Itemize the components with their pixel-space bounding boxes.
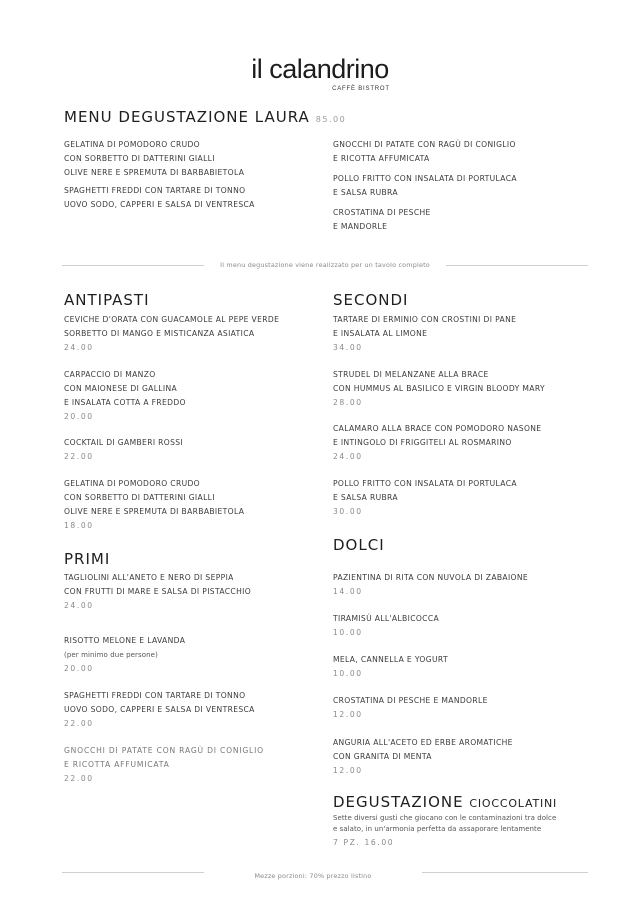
dish-line: CON HUMMUS AL BASILICO E VIRGIN BLOODY MARY [333, 384, 545, 393]
dish-line: OLIVE NERE E SPREMUTA DI BARBABIETOLA [64, 507, 245, 516]
dish-note: (per minimo due persone) [64, 651, 158, 659]
tasting-price: 85.00 [315, 115, 347, 124]
tasting-dish [64, 184, 255, 212]
menu-item [64, 744, 264, 786]
menu-item [333, 612, 439, 640]
menu-item [333, 422, 541, 464]
dish-line: POLLO FRITTO CON INSALATA DI PORTULACA [333, 174, 517, 183]
dish-price: 30.00 [333, 507, 363, 516]
tasting-dish [333, 138, 516, 166]
dish-price: 28.00 [333, 398, 363, 407]
dish-line: POLLO FRITTO CON INSALATA DI PORTULACA [333, 479, 517, 488]
logo [0, 56, 640, 92]
dish-line: E RICOTTA AFFUMICATA [64, 760, 170, 769]
dish-line: STRUDEL DI MELANZANE ALLA BRACE [333, 370, 489, 379]
dish-price: 24.00 [64, 343, 94, 352]
dish-line: CON FRUTTI DI MARE E SALSA DI PISTACCHIO [64, 587, 252, 596]
tasting-note: Il menu degustazione viene realizzato per un tavolo completo [220, 261, 430, 269]
dish-line: E INSALATA COTTA A FREDDO [64, 398, 186, 407]
dish-price: 12.00 [333, 710, 363, 719]
cioccolatini-title-small: CIOCCOLATINI [469, 797, 558, 810]
menu-item [64, 477, 244, 533]
dish-line: CEVICHE D'ORATA CON GUACAMOLE AL PEPE VERDE [64, 315, 280, 324]
dish-line: E INSALATA AL LIMONE [333, 329, 428, 338]
footer-note: Mezze porzioni: 70% prezzo listino [254, 872, 372, 880]
dish-line: GNOCCHI DI PATATE CON RAGÙ DI CONIGLIO [333, 140, 516, 149]
tasting-dish [333, 206, 431, 234]
dish-line: TAGLIOLINI ALL'ANETO E NERO DI SEPPIA [64, 573, 234, 582]
tasting-dish [64, 138, 244, 180]
tasting-title-text: MENU DEGUSTAZIONE LAURA [64, 108, 310, 126]
dish-line: E MANDORLE [333, 222, 388, 231]
dish-line: CON SORBETTO DI DATTERINI GIALLI [64, 154, 215, 163]
secondi-heading: SECONDI [333, 291, 409, 309]
dish-line: OLIVE NERE E SPREMUTA DI BARBABIETOLA [64, 168, 245, 177]
dish-line: UOVO SODO, CAPPERI E SALSA DI VENTRESCA [64, 705, 255, 714]
dish-line: CROSTATINA DI PESCHE E MANDORLE [333, 696, 488, 705]
dish-line: TARTARE DI ERMINIO CON CROSTINI DI PANE [333, 315, 517, 324]
dish-line: RISOTTO MELONE E LAVANDA [64, 636, 186, 645]
dish-price: 18.00 [64, 521, 94, 530]
menu-item [64, 313, 279, 355]
cioccolatini-description [333, 813, 556, 835]
dish-line: TIRAMISÙ ALL'ALBICOCCA [333, 614, 440, 623]
menu-item [64, 689, 255, 731]
cioccolatini-heading [333, 793, 557, 811]
dish-line: E SALSA RUBRA [333, 188, 398, 197]
divider-right [446, 265, 588, 266]
menu-item [333, 477, 517, 519]
menu-item [64, 368, 186, 424]
menu-item [333, 736, 513, 778]
footer-divider-right [422, 872, 588, 873]
menu-item [64, 436, 183, 464]
menu-item [333, 571, 528, 599]
menu-item [333, 694, 488, 722]
tasting-dish [333, 172, 517, 200]
dish-price: 22.00 [64, 719, 94, 728]
description-line: Sette diversi gusti che giocano con le contaminazioni tra dolce [333, 814, 557, 822]
primi-heading: PRIMI [64, 550, 111, 568]
dish-line: MELA, CANNELLA E YOGURT [333, 655, 448, 664]
dish-price: 20.00 [64, 412, 94, 421]
dish-price: 22.00 [64, 774, 94, 783]
dish-line: E RICOTTA AFFUMICATA [333, 154, 430, 163]
dish-line: SPAGHETTI FREDDI CON TARTARE DI TONNO [64, 691, 246, 700]
footer-divider-left [62, 872, 204, 873]
dolci-heading: DOLCI [333, 536, 385, 554]
cioccolatini-title: DEGUSTAZIONE [333, 793, 464, 811]
dish-line: COCKTAIL DI GAMBERI ROSSI [64, 438, 184, 447]
dish-price: 10.00 [333, 628, 363, 637]
menu-item [333, 368, 545, 410]
dish-line: CALAMARO ALLA BRACE CON POMODORO NASONE [333, 424, 542, 433]
menu-item [64, 634, 185, 676]
dish-line: UOVO SODO, CAPPERI E SALSA DI VENTRESCA [64, 200, 255, 209]
dish-line: CON MAIONESE DI GALLINA [64, 384, 178, 393]
divider-left [62, 265, 204, 266]
menu-item [333, 653, 448, 681]
dish-price: 24.00 [64, 601, 94, 610]
dish-line: PAZIENTINA DI RITA CON NUVOLA DI ZABAIONE [333, 573, 529, 582]
dish-price: 12.00 [333, 766, 363, 775]
logo-subtitle: CAFFÈ BISTROT [332, 86, 390, 92]
dish-line: GELATINA DI POMODORO CRUDO [64, 479, 200, 488]
dish-price: 34.00 [333, 343, 363, 352]
dish-price: 22.00 [64, 452, 94, 461]
dish-price: 10.00 [333, 669, 363, 678]
dish-line: SPAGHETTI FREDDI CON TARTARE DI TONNO [64, 186, 246, 195]
dish-line: CARPACCIO DI MANZO [64, 370, 156, 379]
dish-line: CON GRANITA DI MENTA [333, 752, 432, 761]
menu-item [64, 571, 251, 613]
dish-line: GELATINA DI POMODORO CRUDO [64, 140, 200, 149]
antipasti-heading: ANTIPASTI [64, 291, 150, 309]
dish-price: 20.00 [64, 664, 94, 673]
tasting-menu-title [64, 108, 346, 126]
dish-price: 24.00 [333, 452, 363, 461]
dish-line: E INTINGOLO DI FRIGGITELI AL ROSMARINO [333, 438, 512, 447]
menu-item [333, 313, 516, 355]
dish-line: CROSTATINA DI PESCHE [333, 208, 431, 217]
dish-line: GNOCCHI DI PATATE CON RAGÙ DI CONIGLIO [64, 746, 264, 755]
description-line: e salato, in un'armonia perfetta da assaporare lentamente [333, 825, 542, 833]
dish-line: CON SORBETTO DI DATTERINI GIALLI [64, 493, 215, 502]
cioccolatini-price: 7 PZ. 16.00 [333, 838, 395, 847]
logo-wordmark: il calandrino [251, 54, 389, 84]
dish-line: E SALSA RUBRA [333, 493, 398, 502]
dish-line: ANGURIA ALL'ACETO ED ERBE AROMATICHE [333, 738, 513, 747]
dish-price: 14.00 [333, 587, 363, 596]
dish-line: SORBETTO DI MANGO E MISTICANZA ASIATICA [64, 329, 255, 338]
